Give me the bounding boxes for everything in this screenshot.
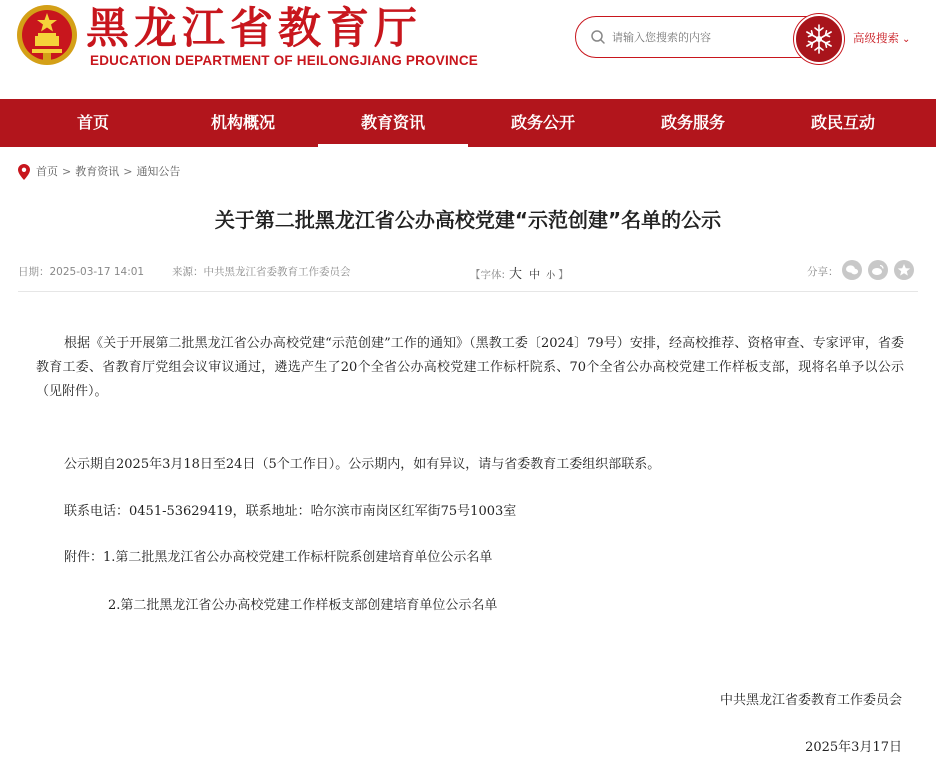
article-paragraph: 公示期自2025年3月18日至24日（5个工作日）。公示期内，如有异议，请与省委教育工委组织部联系。 — [64, 457, 661, 472]
breadcrumb-home[interactable]: 首页 — [36, 165, 58, 178]
site-name-cn[interactable]: 黑龙江省教育厅 — [86, 4, 422, 54]
breadcrumb-separator: > — [123, 165, 133, 178]
font-large-button[interactable]: 大 — [509, 267, 523, 282]
breadcrumb — [18, 163, 180, 180]
font-medium-button[interactable]: 中 — [529, 268, 541, 281]
breadcrumb-education-news[interactable]: 教育资讯 — [75, 165, 120, 178]
favorite-star-icon[interactable] — [894, 260, 914, 280]
font-size-close: 】 — [558, 269, 569, 281]
site-header — [0, 0, 936, 99]
nav-item-public-interaction[interactable]: 政民互动 — [810, 113, 875, 132]
breadcrumb-separator: > — [62, 165, 72, 178]
signature-organization: 中共黑龙江省委教育工作委员会 — [719, 693, 902, 708]
font-size-control — [470, 263, 569, 282]
main-nav — [0, 99, 936, 147]
advanced-search-link[interactable] — [853, 30, 910, 46]
nav-item-education-news[interactable]: 教育资讯 — [318, 99, 468, 147]
article-source: 来源：中共黑龙江省委教育工作委员会 — [172, 266, 351, 278]
snowflake-icon — [796, 16, 842, 62]
nav-item-government-affairs[interactable]: 政务公开 — [510, 113, 575, 132]
attachment-link[interactable]: 2.第二批黑龙江省公办高校党建工作样板支部创建培育单位公示名单 — [108, 598, 498, 613]
share-label: 分享： — [807, 266, 839, 278]
search-input[interactable] — [612, 26, 772, 48]
wechat-share-icon[interactable] — [842, 260, 862, 280]
signature-date: 2025年3月17日 — [805, 740, 902, 755]
national-emblem-icon — [16, 4, 78, 66]
chevron-down-icon: ⌄ — [902, 34, 911, 45]
publish-date: 日期：2025-03-17 14:01 — [18, 266, 145, 278]
weibo-share-icon[interactable] — [868, 260, 888, 280]
article-paragraph: 根据《关于开展第二批黑龙江省公办高校党建“示范创建”工作的通知》（黑教工委〔2024〕79号）安排，经高校推荐、资格审查、专家评审，省委教育工委、省教育厅党组会议审议通过，遴选产生了20个全省公办高校党建工作标杆院系、70个全省公办高校党建工作样板支部，现将名单予以公示（见附件）。 — [36, 336, 904, 399]
article-meta — [18, 262, 918, 282]
breadcrumb-notices[interactable]: 通知公告 — [136, 165, 181, 178]
nav-item-organization[interactable]: 机构概况 — [210, 113, 275, 132]
article-body — [36, 332, 904, 404]
nav-item-government-services[interactable]: 政务服务 — [660, 113, 725, 132]
font-small-button[interactable]: 小 — [546, 271, 556, 281]
contact-info: 联系电话：0451-53629419，联系地址：哈尔滨市南岗区红军街75号1003室 — [64, 504, 517, 519]
advanced-search-label: 高级搜索 — [853, 31, 899, 45]
location-pin-icon — [18, 164, 30, 180]
nav-item-home[interactable]: 首页 — [76, 113, 109, 132]
site-name-en[interactable]: EDUCATION DEPARTMENT OF HEILONGJIANG PROVINCE — [90, 53, 479, 68]
font-size-label: 【字体: — [470, 269, 506, 281]
search-icon — [590, 29, 606, 45]
meta-divider — [18, 291, 918, 292]
search-button[interactable] — [794, 14, 844, 64]
article-title: 关于第二批黑龙江省公办高校党建“示范创建”名单的公示 — [214, 208, 722, 232]
attachment-link[interactable]: 附件：1.第二批黑龙江省公办高校党建工作标杆院系创建培育单位公示名单 — [64, 550, 493, 565]
